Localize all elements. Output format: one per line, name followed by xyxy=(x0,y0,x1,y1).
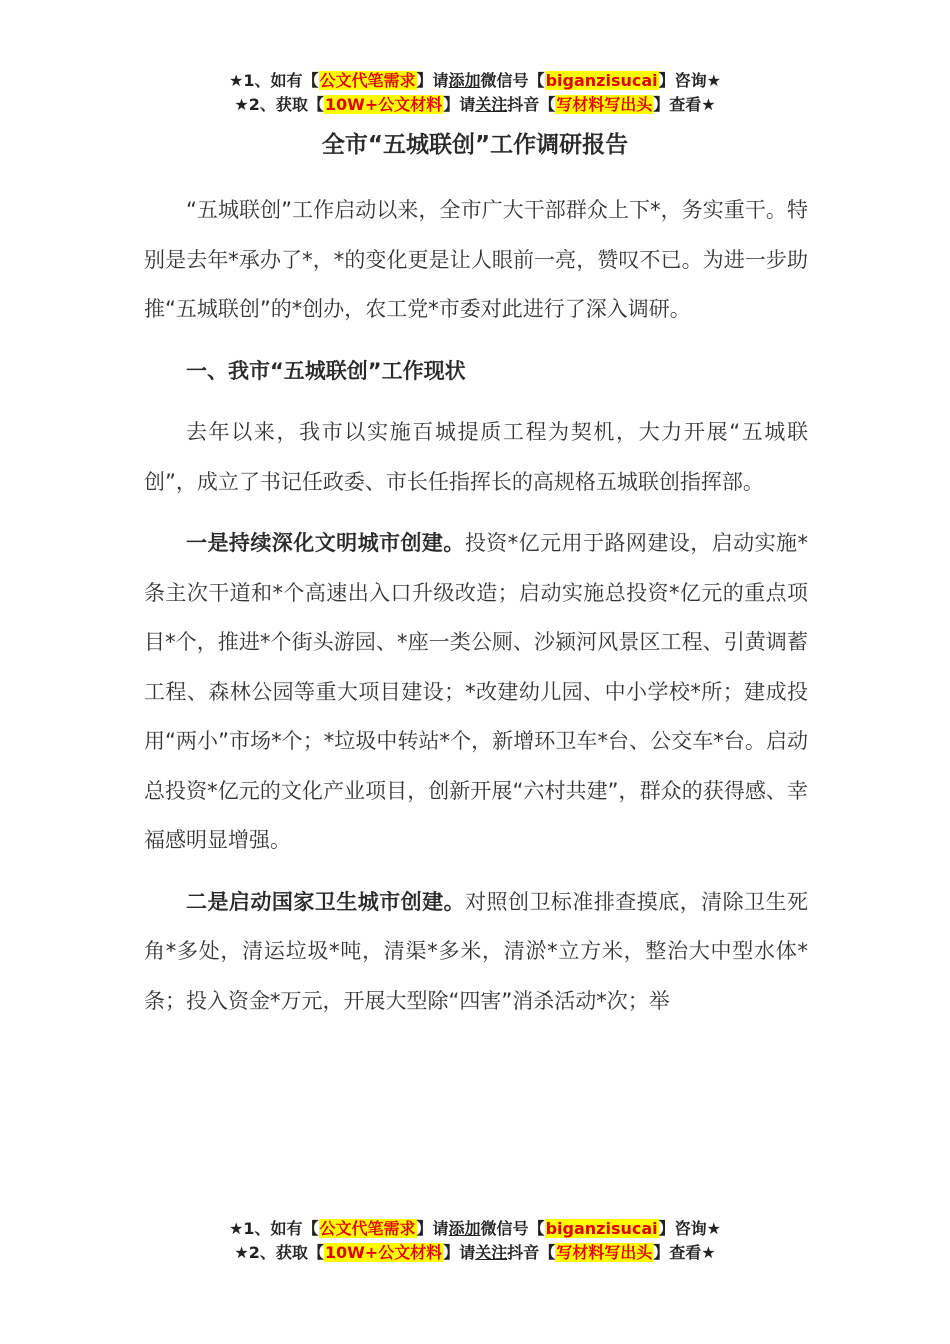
promo-line-2 xyxy=(0,1241,950,1265)
section-paragraph: 去年以来，我市以实施百城提质工程为契机，大力开展“五城联创”，成立了书记任政委、市长任指挥长的高规格五城联创指挥部。 xyxy=(144,420,808,494)
promo-text: 】请 xyxy=(416,71,449,90)
promo-text: 】查看★ xyxy=(653,1243,716,1262)
promo-text: 】请 xyxy=(443,95,476,114)
promo-text: 微信号【 xyxy=(480,1219,545,1238)
promo-text: 】请 xyxy=(443,1243,476,1262)
promo-highlight-douyin: 写材料写出头 xyxy=(556,95,653,114)
point-lead: 一是持续深化文明城市创建。 xyxy=(186,531,465,555)
point-lead: 二是启动国家卫生城市创建。 xyxy=(186,889,466,914)
point-text: 对照创卫标准排查摸底，清除卫生死角*多处，清运垃圾*吨，清渠*多米，清淤*立方米，整治大中型水体*条；投入资金*万元，开展大型除“四害”消杀活动*次；举 xyxy=(144,889,809,1013)
document-title: 全市“五城联创”工作调研报告 xyxy=(321,132,629,158)
promo-text: ★2、获取【 xyxy=(234,95,324,114)
promo-highlight-materials: 10W+公文材料 xyxy=(324,95,443,114)
promo-text: 抖音【 xyxy=(507,95,556,114)
promo-line-2 xyxy=(0,93,950,117)
promo-footer xyxy=(0,1217,950,1265)
promo-underline-follow: 关注 xyxy=(475,95,508,114)
promo-underline-add: 添加 xyxy=(448,71,481,90)
section-heading: 一、我市“五城联创”工作现状 xyxy=(186,358,466,383)
promo-line-1 xyxy=(0,69,950,93)
promo-highlight-materials: 10W+公文材料 xyxy=(324,1243,443,1262)
point-paragraph-2 xyxy=(144,878,808,1027)
promo-highlight-wechat-id: biganzisucai xyxy=(545,1219,658,1238)
document-body xyxy=(144,186,808,1026)
promo-text: 】请 xyxy=(416,1219,449,1238)
point-text: 投资*亿元用于路网建设，启动实施*条主次干道和*个高速出入口升级改造；启动实施总投资*亿元的重点项目*个，推进*个街头游园、*座一类公厕、沙颍河风景区工程、引黄调蓄工程、森林公园等重大项目建设；*改建幼儿园、中小学校*所；建成投用“两小”市场*个；*垃圾中转站*个，新增环卫车*台、公交车*台。启动总投资*亿元的文化产业项目，创新开展“六村共建”，群众的获得感、幸福感明显增强。 xyxy=(144,531,808,852)
promo-text: ★2、获取【 xyxy=(234,1243,324,1262)
promo-underline-follow: 关注 xyxy=(475,1243,508,1262)
promo-text: ★1、如有【 xyxy=(229,1219,319,1238)
promo-highlight-wechat-id: biganzisucai xyxy=(545,71,658,90)
promo-header xyxy=(0,69,950,117)
promo-text: 】查看★ xyxy=(653,95,716,114)
promo-underline-add: 添加 xyxy=(448,1219,481,1238)
promo-text: ★1、如有【 xyxy=(229,71,319,90)
intro-paragraph: “五城联创”工作启动以来，全市广大干部群众上下*，务实重干。特别是去年*承办了*，*的变化更是让人眼前一亮，赞叹不已。为进一步助推“五城联创”的*创办，农工党*市委对此进行了深入调研。 xyxy=(144,198,808,321)
promo-text: 】咨询★ xyxy=(658,71,721,90)
point-paragraph-1 xyxy=(144,519,808,866)
promo-text: 抖音【 xyxy=(507,1243,556,1262)
promo-text: 微信号【 xyxy=(480,71,545,90)
promo-text: 】咨询★ xyxy=(658,1219,721,1238)
promo-line-1 xyxy=(0,1217,950,1241)
promo-highlight-douyin: 写材料写出头 xyxy=(556,1243,653,1262)
promo-highlight-service: 公文代笔需求 xyxy=(319,1219,416,1238)
promo-highlight-service: 公文代笔需求 xyxy=(319,71,416,90)
